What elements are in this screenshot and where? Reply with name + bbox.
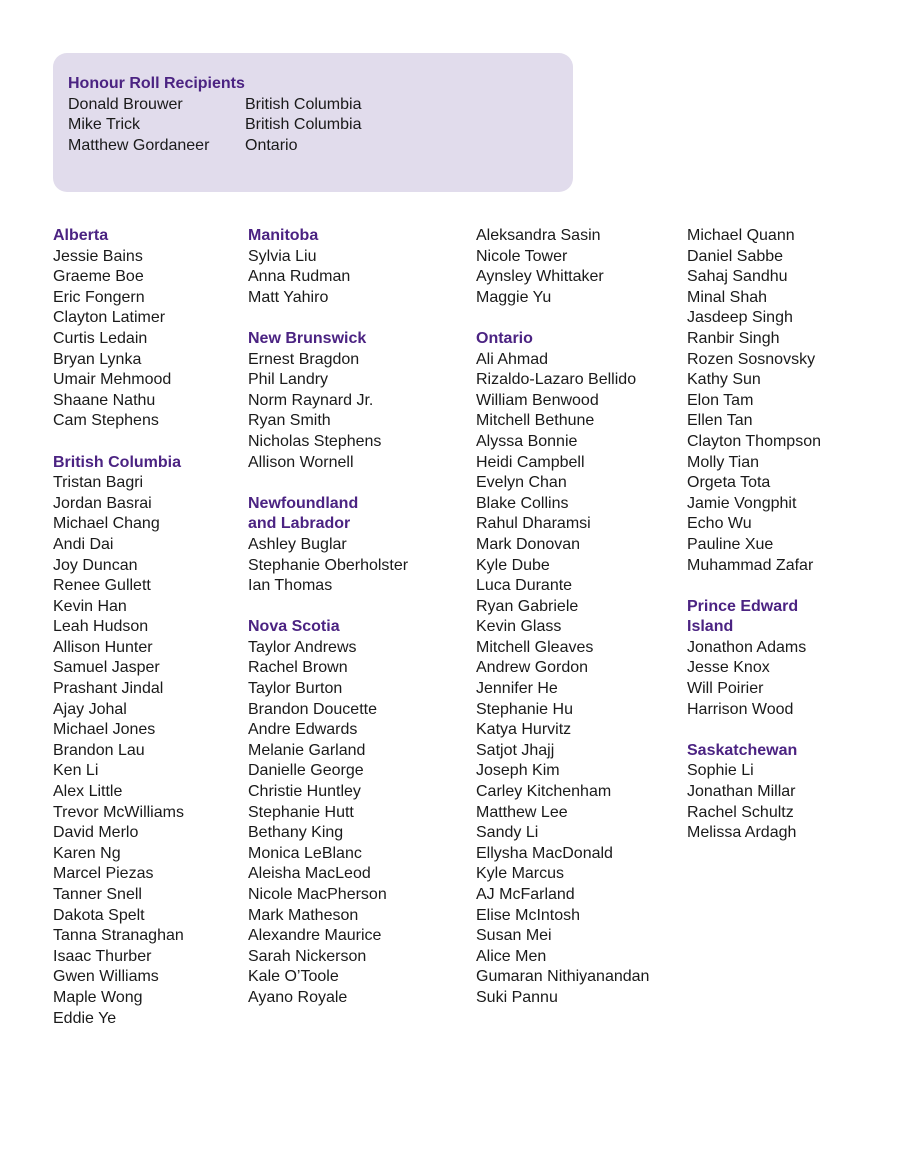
recipient-name: Stephanie Hutt xyxy=(248,803,354,821)
recipient-name: Satjot Jhajj xyxy=(476,741,555,759)
recipient-name: Christie Huntley xyxy=(248,783,361,801)
province-heading: Manitoba xyxy=(248,227,319,244)
recipient-name: Sarah Nickerson xyxy=(248,947,367,965)
recipient-name: Daniel Sabbe xyxy=(687,247,784,265)
recipient-name: Rachel Brown xyxy=(248,659,348,677)
recipient-name: Kevin Han xyxy=(53,597,127,615)
recipient-name: Ajay Johal xyxy=(53,700,127,718)
recipient-name: Stephanie Oberholster xyxy=(248,556,409,574)
province-heading: Nova Scotia xyxy=(248,618,340,636)
province-heading: Saskatchewan xyxy=(687,741,798,759)
province-group xyxy=(687,741,821,844)
province-heading: Prince Edward Island xyxy=(687,597,799,636)
recipient-name: Matthew Lee xyxy=(476,803,568,821)
recipient-name: Jordan Basrai xyxy=(53,494,152,512)
recipient-name: Leah Hudson xyxy=(53,618,149,636)
recipient-name: David Merlo xyxy=(53,824,139,842)
province-heading: Ontario xyxy=(476,329,533,347)
recipient-name: Ryan Gabriele xyxy=(476,597,579,615)
recipient-name: Gumaran Nithiyanandan xyxy=(476,968,650,986)
recipient-name: Stephanie Hu xyxy=(476,700,573,718)
recipient-name: Graeme Boe xyxy=(53,268,144,286)
province-group xyxy=(53,226,184,432)
recipient-name: Jessie Bains xyxy=(53,247,143,265)
recipient-name: Umair Mehmood xyxy=(53,371,172,389)
recipient-name: Ellen Tan xyxy=(687,412,753,430)
province-heading: British Columbia xyxy=(53,453,182,471)
recipient-name: Monica LeBlanc xyxy=(248,844,362,862)
recipient-name: Sandy Li xyxy=(476,824,539,842)
recipient-name: Taylor Andrews xyxy=(248,638,357,656)
honour-roll-box xyxy=(53,53,573,192)
recipient-name: Michael Jones xyxy=(53,721,156,739)
recipient-name: Clayton Latimer xyxy=(53,309,166,327)
recipient-name: Bethany King xyxy=(248,824,344,842)
recipient-province: British Columbia xyxy=(245,116,362,134)
recipient-name: Curtis Ledain xyxy=(53,329,148,347)
recipient-name: Mitchell Gleaves xyxy=(476,638,594,656)
recipient-name: Tanner Snell xyxy=(53,886,142,903)
recipient-name: Ayano Royale xyxy=(248,988,348,1006)
recipient-name: Rizaldo-Lazaro Bellido xyxy=(476,371,637,389)
recipient-name: Isaac Thurber xyxy=(53,947,152,965)
honour-roll-title: Honour Roll Recipients xyxy=(68,75,245,92)
recipient-name: Evelyn Chan xyxy=(476,474,567,492)
names-column-3 xyxy=(476,226,649,1029)
recipient-name: AJ McFarland xyxy=(476,886,575,903)
recipient-name: Elise McIntosh xyxy=(476,906,581,924)
recipient-name: Donald Brouwer xyxy=(68,95,183,113)
recipient-name: Alice Men xyxy=(476,947,547,965)
recipient-name: Bryan Lynka xyxy=(53,350,142,368)
recipient-name: Renee Gullett xyxy=(53,577,151,595)
recipient-name: Clayton Thompson xyxy=(687,432,821,450)
recipient-name: Molly Tian xyxy=(687,453,760,471)
province-heading: Newfoundland and Labrador xyxy=(248,494,359,533)
recipient-name: Kyle Marcus xyxy=(476,865,565,883)
recipient-name: Matt Yahiro xyxy=(248,288,329,306)
recipient-name: Marcel Piezas xyxy=(53,865,154,883)
recipient-name: Ashley Buglar xyxy=(248,535,347,553)
recipient-name: Taylor Burton xyxy=(248,680,343,698)
recipient-name: Minal Shah xyxy=(687,288,768,306)
recipient-name: William Benwood xyxy=(476,391,599,409)
recipient-name: Matthew Gordaneer xyxy=(68,136,210,154)
recipient-name: Tristan Bagri xyxy=(53,474,144,492)
recipient-name: Ken Li xyxy=(53,762,99,780)
recipient-name: Norm Raynard Jr. xyxy=(248,391,374,409)
names-column-2 xyxy=(248,226,408,1029)
recipient-name: Andi Dai xyxy=(53,535,114,553)
recipient-name: Aynsley Whittaker xyxy=(476,268,604,286)
recipient-name: Phil Landry xyxy=(248,371,329,389)
recipient-name: Susan Mei xyxy=(476,927,552,945)
recipient-name: Mike Trick xyxy=(68,116,140,134)
recipient-name: Muhammad Zafar xyxy=(687,556,814,574)
recipient-name: Mitchell Bethune xyxy=(476,412,595,430)
province-group xyxy=(248,494,408,597)
honour-roll-row xyxy=(68,95,558,116)
province-group xyxy=(248,617,408,1008)
recipient-name: Carley Kitchenham xyxy=(476,783,612,801)
recipient-name: Andre Edwards xyxy=(248,721,358,739)
province-group xyxy=(476,329,649,1009)
recipient-name: Melanie Garland xyxy=(248,741,366,759)
recipient-name: Anna Rudman xyxy=(248,268,351,286)
recipient-province: British Columbia xyxy=(245,95,362,113)
recipient-name: Ali Ahmad xyxy=(476,350,549,368)
recipient-name: Suki Pannu xyxy=(476,988,558,1006)
recipient-name: Ellysha MacDonald xyxy=(476,844,613,862)
honour-roll-row xyxy=(68,136,558,157)
recipient-name: Rozen Sosnovsky xyxy=(687,350,816,368)
recipient-name: Nicole Tower xyxy=(476,247,568,265)
recipient-name: Will Poirier xyxy=(687,680,764,698)
recipient-name: Cam Stephens xyxy=(53,412,159,430)
province-group xyxy=(248,329,408,473)
recipient-name: Alyssa Bonnie xyxy=(476,432,578,450)
recipient-name: Michael Chang xyxy=(53,515,160,533)
recipient-name: Melissa Ardagh xyxy=(687,824,797,842)
recipient-name: Nicholas Stephens xyxy=(248,432,382,450)
recipient-name: Prashant Jindal xyxy=(53,680,164,698)
recipient-name: Jesse Knox xyxy=(687,659,770,677)
recipient-name: Kyle Dube xyxy=(476,556,550,574)
recipient-name: Gwen Williams xyxy=(53,968,159,986)
recipient-name: Trevor McWilliams xyxy=(53,803,184,821)
recipient-name: Nicole MacPherson xyxy=(248,886,387,903)
province-group xyxy=(53,453,184,1030)
recipient-name: Brandon Doucette xyxy=(248,700,377,718)
honour-roll-row xyxy=(68,115,558,136)
province-group xyxy=(476,226,649,308)
recipient-name: Aleisha MacLeod xyxy=(248,865,371,883)
recipient-name: Elon Tam xyxy=(687,391,754,409)
recipient-name: Tanna Stranaghan xyxy=(53,927,184,945)
recipient-name: Andrew Gordon xyxy=(476,659,589,677)
recipient-name: Joy Duncan xyxy=(53,556,138,574)
recipient-name: Eddie Ye xyxy=(53,1009,117,1027)
recipient-name: Brandon Lau xyxy=(53,741,145,759)
recipient-name: Sahaj Sandhu xyxy=(687,268,788,286)
province-heading: New Brunswick xyxy=(248,329,367,347)
recipient-name: Allison Hunter xyxy=(53,638,153,656)
recipient-name: Alexandre Maurice xyxy=(248,927,382,945)
recipient-name: Sylvia Liu xyxy=(248,247,317,265)
recipient-name: Rahul Dharamsi xyxy=(476,515,591,533)
recipient-name: Harrison Wood xyxy=(687,700,794,718)
recipient-name: Blake Collins xyxy=(476,494,569,512)
names-column-1 xyxy=(53,226,184,1050)
recipient-name: Ryan Smith xyxy=(248,412,331,430)
recipient-name: Jamie Vongphit xyxy=(687,494,797,512)
recipient-name: Jasdeep Singh xyxy=(687,309,793,327)
recipient-name: Joseph Kim xyxy=(476,762,560,780)
recipient-name: Danielle George xyxy=(248,762,364,780)
recipient-name: Echo Wu xyxy=(687,515,752,533)
recipient-name: Jennifer He xyxy=(476,680,558,698)
recipient-name: Shaane Nathu xyxy=(53,391,156,409)
recipient-name: Kathy Sun xyxy=(687,371,761,389)
recipient-name: Katya Hurvitz xyxy=(476,721,572,739)
recipient-name: Jonathan Millar xyxy=(687,783,796,801)
recipient-name: Ian Thomas xyxy=(248,577,333,595)
recipient-name: Mark Donovan xyxy=(476,535,581,553)
recipient-name: Maggie Yu xyxy=(476,288,552,306)
recipient-name: Allison Wornell xyxy=(248,453,354,471)
province-group xyxy=(687,226,821,576)
recipient-name: Mark Matheson xyxy=(248,906,359,924)
recipient-name: Kevin Glass xyxy=(476,618,562,636)
recipient-name: Alex Little xyxy=(53,783,123,801)
province-group xyxy=(687,597,821,721)
recipient-name: Karen Ng xyxy=(53,844,121,862)
recipient-name: Samuel Jasper xyxy=(53,659,160,677)
recipient-name: Jonathon Adams xyxy=(687,638,807,656)
recipient-name: Orgeta Tota xyxy=(687,474,771,492)
recipient-name: Eric Fongern xyxy=(53,288,145,306)
recipient-name: Dakota Spelt xyxy=(53,906,145,924)
recipient-name: Ranbir Singh xyxy=(687,329,780,347)
province-group xyxy=(248,226,408,308)
recipient-name: Luca Durante xyxy=(476,577,573,595)
recipient-name: Pauline Xue xyxy=(687,535,774,553)
recipient-name: Maple Wong xyxy=(53,988,143,1006)
recipient-name: Sophie Li xyxy=(687,762,754,780)
recipient-province: Ontario xyxy=(245,136,298,154)
province-heading: Alberta xyxy=(53,227,109,244)
recipient-name: Michael Quann xyxy=(687,227,795,244)
recipient-name: Aleksandra Sasin xyxy=(476,227,601,244)
names-column-4 xyxy=(687,226,821,864)
recipient-name: Ernest Bragdon xyxy=(248,350,360,368)
recipient-name: Heidi Campbell xyxy=(476,453,585,471)
recipient-name: Rachel Schultz xyxy=(687,803,794,821)
recipient-name: Kale O’Toole xyxy=(248,968,339,986)
